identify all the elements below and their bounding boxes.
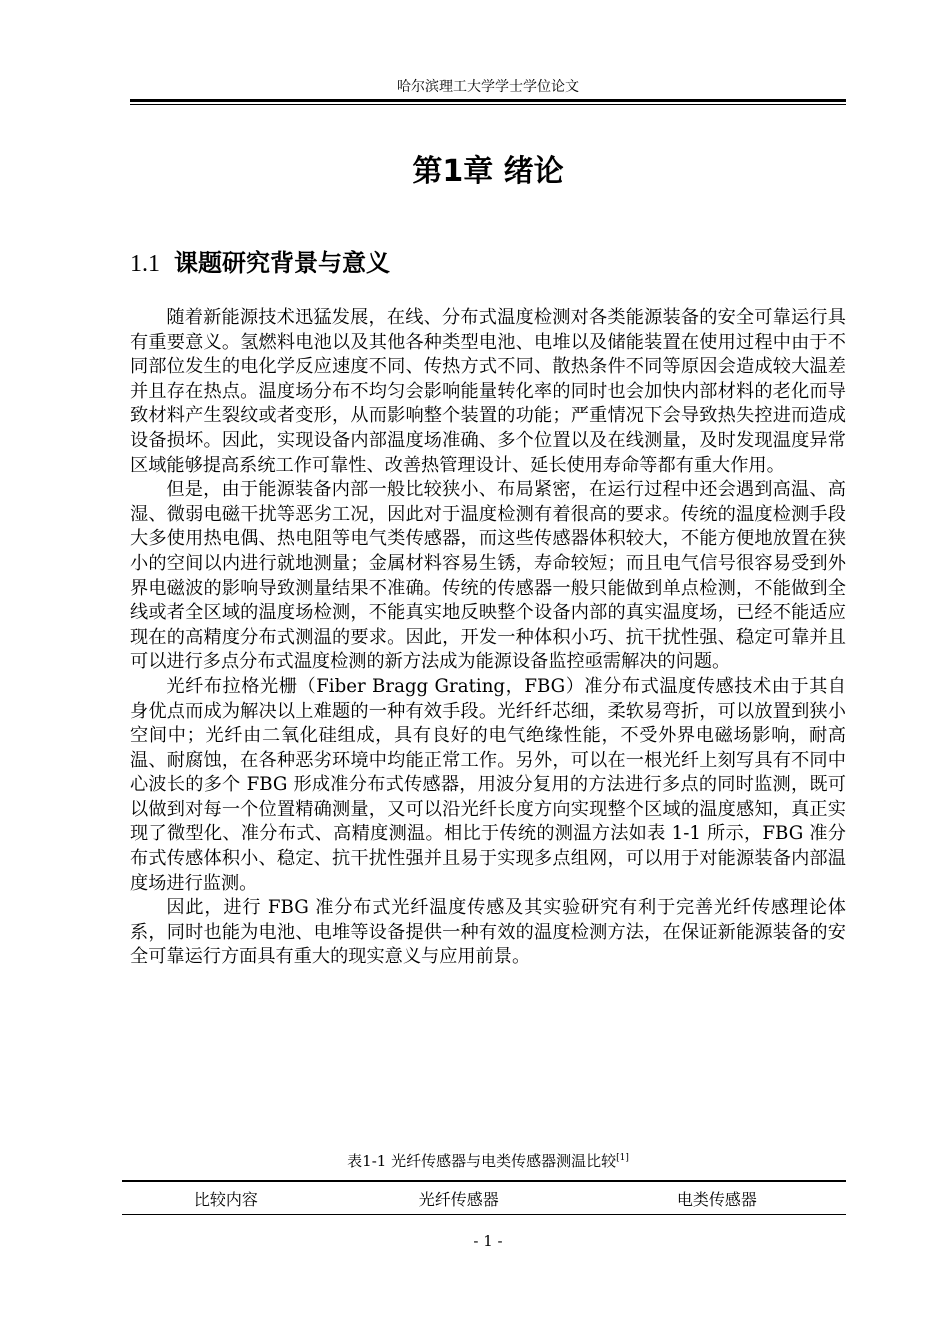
section-title-text: 课题研究背景与意义 bbox=[174, 249, 390, 277]
table-header-cell: 电类传感器 bbox=[588, 1181, 846, 1215]
paragraph-1: 随着新能源技术迅猛发展，在线、分布式温度检测对各类能源装备的安全可靠运行具有重要意义。氢燃料电池以及其他各种类型电池、电堆以及储能装置在使用过程中由于不同部位发生的电化学反应速度不同、传热方式不同、散热条件不同等原因会造成较大温差并且存在热点。温度场分布不均匀会影响能量转化率的同时也会加快内部材料的老化而导致材料产生裂纹或者变形，从而影响整个装置的功能；严重情况下会导致热失控进而造成设备损坏。因此，实现设备内部温度场准确、多个位置以及在线测量，及时发现温度异常区域能够提高系统工作可靠性、改善热管理设计、延长使用寿命等都有重大作用。 bbox=[130, 307, 846, 476]
paragraph-4: 因此，进行 FBG 准分布式光纤温度传感及其实验研究有利于完善光纤传感理论体系，同时也能为电池、电堆等设备提供一种有效的温度检测方法，在保证新能源装备的安全可靠运行方面具有重大的现实意义与应用前景。 bbox=[130, 897, 846, 968]
page-number: - 1 - bbox=[473, 1232, 503, 1250]
comparison-table bbox=[122, 1180, 846, 1215]
table-header-cell: 比较内容 bbox=[122, 1181, 330, 1215]
page-header: 哈尔滨理工大学学士学位论文 bbox=[397, 79, 579, 95]
section-title bbox=[130, 246, 846, 281]
table-caption bbox=[130, 1148, 846, 1171]
header-rule-thick bbox=[130, 99, 846, 102]
table-header-row bbox=[122, 1181, 846, 1215]
table-caption-text: 表1-1 光纤传感器与电类传感器测温比较 bbox=[347, 1152, 617, 1170]
paragraph-2: 但是，由于能源装备内部一般比较狭小、布局紧密，在运行过程中还会遇到高温、高湿、微弱电磁干扰等恶劣工况，因此对于温度检测有着很高的要求。传统的温度检测手段大多使用热电偶、热电阻等电气类传感器，而这些传感器体积较大，不能方便地放置在狭小的空间以内进行就地测量；金属材料容易生锈，寿命较短；而且电气信号很容易受到外界电磁波的影响导致测量结果不准确。传统的传感器一般只能做到单点检测，不能做到全线或者全区域的温度场检测，不能真实地反映整个设备内部的真实温度场，已经不能适应现在的高精度分布式测温的要求。因此，开发一种体积小巧、抗干扰性强、稳定可靠并且可以进行多点分布式温度检测的新方法成为能源设备监控亟需解决的问题。 bbox=[130, 479, 846, 673]
section-number: 1.1 bbox=[130, 251, 160, 277]
paragraph-3: 光纤布拉格光栅（Fiber Bragg Grating，FBG）准分布式温度传感技术由于其自身优点而成为解决以上难题的一种有效手段。光纤纤芯细，柔软易弯折，可以放置到狭小空间中；光纤由二氧化硅组成，具有良好的电气绝缘性能，不受外界电磁场影响，耐高温、耐腐蚀，在各种恶劣环境中均能正常工作。另外，可以在一根光纤上刻写具有不同中心波长的多个 FBG 形成准分布式传感器，用波分复用的方法进行多点的同时监测，既可以做到对每一个位置精确测量，又可以沿光纤长度方向实现整个区域的温度感知，真正实现了微型化、准分布式、高精度测温。相比于传统的测温方法如表 1-1 所示，FBG 准分布式传感体积小、稳定、抗干扰性强并且易于实现多点组网，可以用于对能源装备内部温度场进行监测。 bbox=[130, 675, 846, 894]
table-caption-reference: [1] bbox=[616, 1153, 629, 1163]
header-rule-thin bbox=[130, 104, 846, 105]
table-header-cell: 光纤传感器 bbox=[330, 1181, 588, 1215]
body-text bbox=[130, 306, 846, 970]
chapter-title: 第1章 绪论 bbox=[412, 154, 564, 189]
